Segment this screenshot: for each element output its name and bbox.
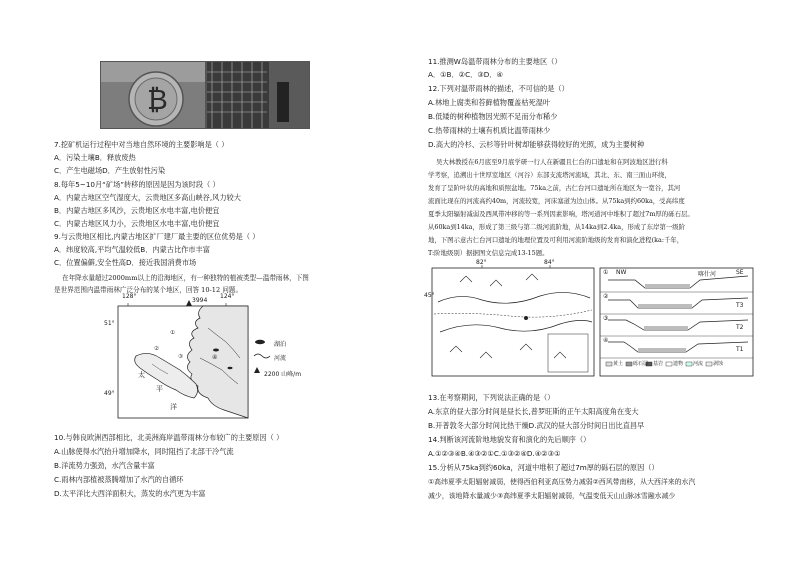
map-longitude-west: 128° (122, 293, 137, 300)
question-12-option-c: C.热带雨林的土壤有机质比温带雨林少 (428, 126, 551, 135)
terrace-panel-1-label: ① (603, 269, 609, 276)
question-10-option-c: C.雨林内部植被蒸腾增加了水汽的自循环 (54, 475, 184, 484)
legend-erosion: 剥蚀 (713, 361, 724, 367)
map-label-ocean-2: 平 (156, 385, 163, 393)
temperate-rainforest-map (104, 293, 318, 423)
question-11-stem: 11.推测W岛温带雨林分布的主要地区（） (428, 57, 562, 66)
server-racks-illustration (207, 62, 309, 128)
question-13-options-cd: B.开普敦冬大部分时间比热干燥D.武汉的昼大部分时间日出比直昌早 (428, 421, 645, 430)
question-9-options-cd: C．位置偏僻,安全性高D．接近我国消费市场 (54, 258, 197, 267)
bitcoin-photo (100, 61, 206, 129)
map-longitude-east: 124° (220, 293, 235, 300)
question-11-options: A．①B．②C．③D．④ (428, 70, 503, 79)
question-8-option-a: A．内蒙古地区空气湿度大，云贵地区多高山峡谷,风力较大 (54, 193, 241, 202)
map-region-marker: ④ (212, 354, 218, 361)
question-12-option-a: A.林地上腐类和苔藓植物覆盖枯死湿叶 (428, 98, 551, 107)
fig-latitude: 45° (424, 292, 435, 299)
terrace-panel-4-label: ④ (603, 337, 609, 344)
svg-text:₿: ₿ (147, 83, 168, 116)
passage-10-12-line-1: 在年降水量超过2000mm以上的沿海地区，有一种独特的植被类型—温带雨林，下图 (62, 274, 309, 282)
question-10-stem: 10.与韩良欧洲西部相比，北美洲海岸温带雨林分布较广的主要原因（ ） (54, 433, 284, 442)
terrace-t3-label: T3 (736, 302, 744, 309)
legend-river: 河流 (693, 361, 704, 367)
terrace-figure-svg (430, 262, 755, 380)
question-9-options-ab: A．纬度较高,平均气温较低B．内蒙古比作市丰富 (54, 245, 210, 254)
legend-bedrock: 基岩 (653, 361, 664, 367)
question-13-options-ab: A.东京的昼大部分时间是昼长长,普罗旺斯的正午太阳高度角在变大 (428, 407, 639, 416)
direction-se-label: SE (736, 269, 744, 276)
question-15-stem: 15.分析从75ka到约60ka，河道中堆积了超过7m厚的砾石层的原因（） (428, 463, 659, 472)
map-label-ocean-1: 太 (138, 371, 145, 379)
legend-peak-label: 2200 山峰/m (264, 371, 302, 378)
river-site-label: 喀什河 (698, 271, 717, 278)
passage-13-15-line-7: 地，下图示意古仁台河口遗址的地理位置及可利用河流阶地级的发育和演化进程(ka:千年， (428, 236, 684, 244)
question-10-option-a: A.山脉使得水汽抬升增加降水，同时阻挡了北部干冷气流 (54, 447, 234, 456)
map-label-ocean-3: 洋 (170, 403, 177, 411)
legend-artifact: 遗物 (673, 361, 684, 367)
map-latitude-north: 51° (104, 320, 115, 327)
river-terrace-figure (424, 259, 755, 380)
legend-lake-label: 湖泊 (274, 341, 287, 348)
passage-13-15-line-4: 流面比现在的河流高约40m，河流较宽，河床塞道为边山体。从75ka到约60ka，受高纬度 (428, 197, 685, 205)
fig-longitude-west: 82° (476, 259, 487, 266)
legend-loess: 黄土 (613, 361, 624, 367)
map-peak-height: 3994 (192, 297, 208, 304)
question-8-option-b: B．内蒙古地区多风沙，云贵地区水电丰富,电价便宜 (54, 206, 220, 215)
question-10-option-b: B.洋流势力强劲，水汽含量丰富 (54, 461, 155, 470)
legend-river-label: 河流 (274, 355, 287, 362)
fig-longitude-east: 84° (544, 259, 555, 266)
legend-gravel: 砾石层 (633, 361, 649, 367)
question-7-options-cd: C．产生电磁场D．产生放射性污染 (54, 166, 166, 175)
question-12-stem: 12.下列对温带雨林的描述，不可信的是（） (428, 84, 569, 93)
terrace-panel-3-label: ③ (603, 315, 609, 322)
passage-13-15-line-5: 夏季太阳辐射减弱及西风带冲移的等一系列因素影响，塔河道河中堆积了超过7m厚的砾石层。 (428, 210, 694, 218)
passage-13-15-line-3: 发育了呈阶叶状的高地和质照盆地。75ka之前，古仁台河口遗址所在地区为一宽谷，其河 (428, 184, 681, 192)
terrace-t1-label: T1 (736, 346, 744, 353)
question-8-stem: 8.每年5~10月“矿场”转移的原因是因为该时段（ ） (54, 180, 220, 189)
question-7-stem: 7.挖矿机运行过程中对当地自然环境的主要影响是（ ） (54, 140, 229, 149)
question-10-option-d: D.太平洋比大西洋面积大，蒸发的水汽更为丰富 (54, 489, 206, 498)
question-7-options-ab: A．污染土壤B．释放废热 (54, 153, 136, 162)
question-12-option-d: D.高大的冷杉、云杉等针叶树却能够获得较好的光照，成为主要树种 (428, 140, 645, 149)
bitcoin-coin-illustration (101, 62, 205, 128)
question-8-option-c: C．内蒙古地区风力小，云贵地区水电丰富,电价便宜 (54, 219, 220, 228)
passage-13-15-line-2: 学考察，追溯出十世厚室地区（河谷）东部支流塔河流域，其北、东、南三面山环绕， (428, 171, 671, 179)
question-15-statements-line-1: ①高纬夏季太阳辐射减弱，使得西伯利亚高压势力减弱②西风带南移，从大西洋来的水汽 (428, 478, 696, 486)
direction-nw-label: NW (616, 269, 627, 276)
question-14-stem: 14.判断该河流阶地地貌发育和演化的先后顺序（） (428, 435, 591, 444)
question-14-options: A.①②③④B.④③②①C.①③②④D.④②③① (428, 449, 561, 458)
question-13-stem: 13.在考察期间，下列说法正确的是（） (428, 393, 555, 402)
passage-10-12-line-2: 是世界范围内温带雨林广泛分布的某个地区，回答 10-12 问题。 (54, 286, 243, 294)
terrace-panel-2-label: ② (603, 293, 609, 300)
passage-13-15-line-8: T:阶地级别）据据图文信息完成13-15题。 (428, 249, 549, 257)
svg-text:①: ① (170, 330, 175, 336)
svg-text:②: ② (154, 346, 159, 352)
terrace-t2-label: T2 (736, 324, 744, 331)
question-12-option-b: B.低矮的树种植物因光照不足而分布稀少 (428, 112, 558, 121)
question-9-stem: 9.与云贵地区相比,内蒙古地区扩厂建厂最主要的区位优势是（ ） (54, 232, 260, 241)
svg-text:③: ③ (178, 354, 183, 360)
passage-13-15-line-6: 从60ka到14ka，形成了第三级与第二级河流阶地，从14ka到2.4ka，形成了东岸第一级阶 (428, 223, 686, 231)
passage-13-15-line-1: 吴大林教授在6月底至9月底学研一行人在新疆且仁台的口遗址和在阿波地区进行科 (436, 158, 668, 166)
question-15-statements-line-2: 减少，该地降水量减少③高纬夏季太阳辐射减弱，气温变低天山山脉冰雪融水减少 (428, 492, 676, 500)
mining-rig-photo (206, 61, 310, 129)
map-latitude-south: 49° (104, 390, 115, 397)
